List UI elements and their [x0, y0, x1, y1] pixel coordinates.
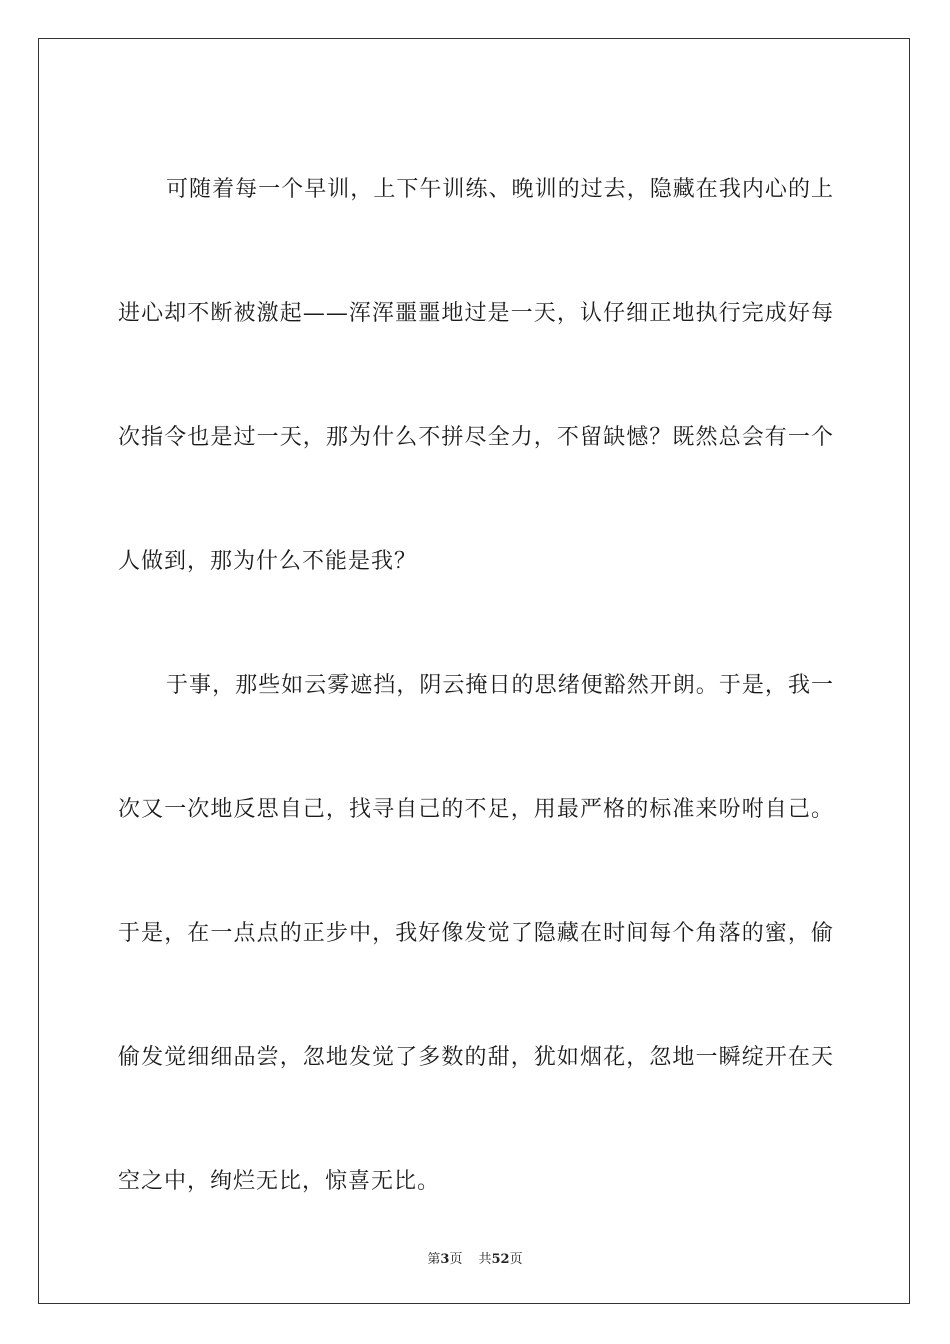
page-prefix: 第: [427, 1252, 441, 1267]
page-suffix: 页: [449, 1252, 463, 1267]
paragraph-2: 于事，那些如云雾遮挡，阴云掩日的思绪便豁然开朗。于是，我一次又一次地反思自己，找寻自己的不足，用最严格的标准来吩咐自己。于是，在一点点的正步中，我好像发觉了隐藏在时间每个角落的蜜，偷偷发觉细细品尝，忽地发觉了多数的甜，犹如烟花，忽地一瞬绽开在天空之中，绚烂无比，惊喜无比。: [118, 673, 834, 1194]
total-pages: 52: [491, 1252, 510, 1267]
paragraph-1: 可随着每一个早训，上下午训练、晚训的过去，隐藏在我内心的上进心却不断被激起——浑浑噩噩地过是一天，认仔细正地执行完成好每次指令也是过一天，那为什么不拼尽全力，不留缺憾？既然总会有一个人做到，那为什么不能是我？: [118, 177, 834, 574]
page-footer: [0, 1248, 950, 1267]
page-number: 3: [440, 1252, 450, 1267]
document-body: [118, 128, 834, 1244]
total-suffix: 页: [509, 1252, 523, 1267]
total-prefix: 共: [478, 1252, 492, 1267]
